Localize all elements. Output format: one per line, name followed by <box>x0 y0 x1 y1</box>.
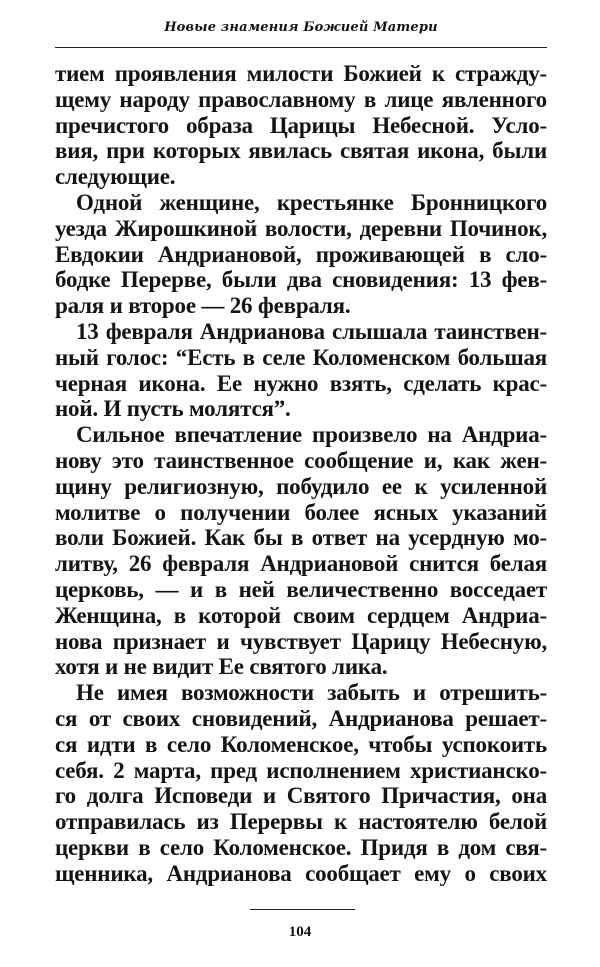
footer-divider <box>250 909 355 910</box>
text-line: литву, 26 февраля Андриановой снится белая <box>55 551 547 577</box>
text-line: Не имея возможности забыть и отрешить- <box>76 680 547 706</box>
text-line: пречистого образа Царицы Небесной. Усло- <box>55 112 547 138</box>
header-divider <box>55 47 547 48</box>
paragraph <box>55 680 547 886</box>
text-line: ся от своих сновидений, Андрианова решает- <box>55 705 547 731</box>
text-line: щенника, Андрианова сообщает ему о своих <box>55 860 547 886</box>
text-line: воли Божией. Как бы в ответ на усердную мо- <box>55 525 547 551</box>
text-line: церкви в село Коломенское. Придя в дом свя- <box>55 834 547 860</box>
text-line: вия, при которых явилась святая икона, были <box>55 138 547 164</box>
text-line: Евдокии Андриановой, проживающей в сло- <box>55 241 547 267</box>
running-head: Новые знамения Божией Матери <box>164 20 438 35</box>
paragraph <box>55 422 547 680</box>
text-line: ся идти в село Коломенское, чтобы успокоить <box>55 731 547 757</box>
paragraph <box>55 61 547 190</box>
text-line: черная икона. Ее нужно взять, сделать крас- <box>55 370 547 396</box>
text-line: раля и второе — 26 февраля. <box>55 293 351 319</box>
text-line: церковь, — и в ней величественно восседает <box>55 576 547 602</box>
text-line: отправилась из Перервы к настоятелю белой <box>55 809 547 835</box>
text-line: тием проявления милости Божией к стражду- <box>55 61 547 86</box>
paragraph <box>55 319 547 422</box>
text-line: Одной женщине, крестьянке Бронницкого <box>76 189 547 215</box>
text-line: молитве о получении более ясных указаний <box>55 499 547 525</box>
text-line: щину религиозную, побудило ее к усиленной <box>55 473 547 499</box>
paragraph <box>55 190 547 319</box>
text-line: нова признает и чувствует Царицу Небесную, <box>55 628 547 654</box>
text-line: Сильное впечатление произвело на Андриа- <box>76 422 547 448</box>
text-line: хотя и не видит Ее святого лика. <box>55 654 388 680</box>
text-line: го долга Исповеди и Святого Причастия, она <box>55 783 547 809</box>
text-line: уезда Жирошкиной волости, деревни Починок, <box>55 215 547 241</box>
text-line: ный голос: “Есть в селе Коломенском большая <box>55 344 547 370</box>
text-line: нову это таинственное сообщение и, как жен- <box>55 447 547 473</box>
text-line: бодке Перерве, были два сновидения: 13 фев- <box>55 267 547 293</box>
text-line: 13 февраля Андрианова слышала таинствен- <box>76 318 547 344</box>
text-line: щему народу православному в лице явленного <box>55 86 547 112</box>
text-line: себя. 2 марта, пред исполнением христианско- <box>55 757 547 783</box>
text-line: Женщина, в которой своим сердцем Андриа- <box>55 602 547 628</box>
text-line: ной. И пусть молятся”. <box>55 396 291 422</box>
text-line: следующие. <box>55 164 176 190</box>
page-number: 104 <box>288 924 312 940</box>
page-body <box>55 61 547 887</box>
